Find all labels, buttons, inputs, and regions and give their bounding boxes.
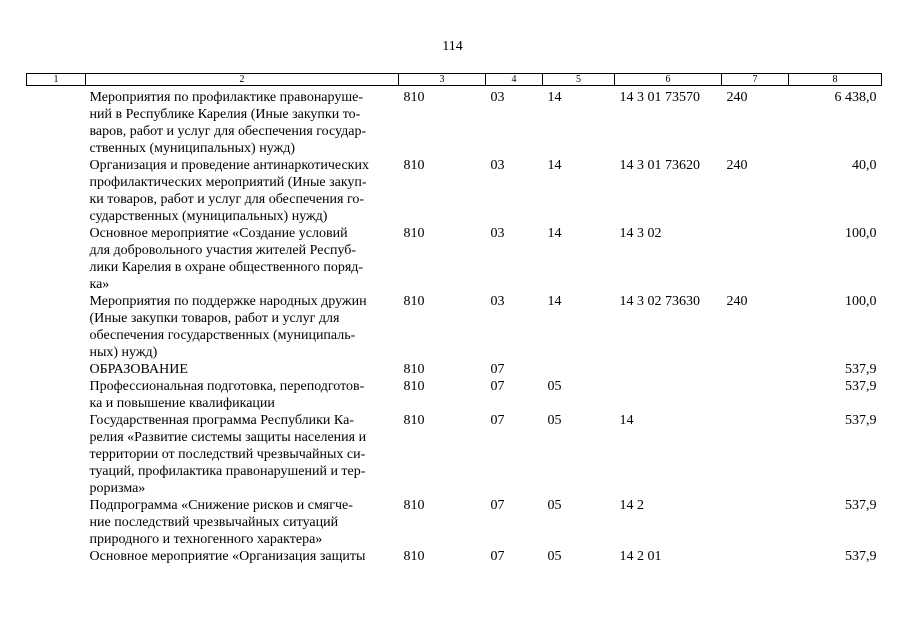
row-index-cell <box>27 361 86 378</box>
page-number: 114 <box>442 39 463 54</box>
expense-type-cell <box>722 412 789 497</box>
column-header: 6 <box>615 74 722 86</box>
amount-cell: 100,0 <box>845 226 877 241</box>
table-row <box>27 378 882 412</box>
item-name-cell: ОБРАЗОВАНИЕ <box>89 362 188 377</box>
target-article-cell: 14 3 01 73620 <box>619 158 700 173</box>
table-row <box>27 225 882 293</box>
column-header: 8 <box>789 74 882 86</box>
item-name-cell: Организация и проведение антинаркотических профилактических мероприятий (Иные закуп- ки товаров, работ и услуг для обеспечения го- сударственных (муниципальных) нужд) <box>89 158 369 224</box>
amount-cell: 537,9 <box>845 413 877 428</box>
expense-type-cell: 240 <box>726 90 748 105</box>
expense-type-cell: 240 <box>726 294 748 309</box>
table-row <box>27 86 882 158</box>
section-code-cell: 07 <box>490 413 505 428</box>
item-name-cell: Профессиональная подготовка, переподготов- ка и повышение квалификации <box>89 379 365 411</box>
item-name-cell: Основное мероприятие «Организация защиты <box>89 549 366 564</box>
subsection-code-cell: 05 <box>547 413 562 428</box>
expense-type-cell: 240 <box>726 158 748 173</box>
expense-type-cell <box>722 378 789 412</box>
amount-cell: 40,0 <box>852 158 877 173</box>
expense-type-cell <box>722 497 789 548</box>
expense-type-cell <box>722 225 789 293</box>
item-name-cell: Мероприятия по поддержке народных дружин (Иные закупки товаров, работ и услуг для обеспечения государственных (муниципаль- ных) нужд) <box>89 294 367 360</box>
target-article-cell <box>615 361 722 378</box>
subsection-code-cell: 05 <box>547 498 562 513</box>
ministry-code-cell: 810 <box>403 90 425 105</box>
ministry-code-cell: 810 <box>403 379 425 394</box>
amount-cell: 537,9 <box>845 362 877 377</box>
amount-cell: 100,0 <box>845 294 877 309</box>
expense-type-cell <box>722 361 789 378</box>
row-index-cell <box>27 497 86 548</box>
row-index-cell <box>27 86 86 158</box>
section-code-cell: 03 <box>490 226 505 241</box>
target-article-cell: 14 2 01 <box>619 549 662 564</box>
subsection-code-cell: 14 <box>547 226 562 241</box>
table-row <box>27 412 882 497</box>
column-header: 3 <box>399 74 486 86</box>
ministry-code-cell: 810 <box>403 294 425 309</box>
subsection-code-cell: 05 <box>547 379 562 394</box>
item-name-cell: Мероприятия по профилактике правонаруше- ний в Республике Карелия (Иные закупки то- варов, работ и услуг для обеспечения государ- ственных (муниципальных) нужд) <box>89 90 367 156</box>
section-code-cell: 07 <box>490 549 505 564</box>
item-name-cell: Подпрограмма «Снижение рисков и смягче- ние последствий чрезвычайных ситуаций природного и техногенного характера» <box>89 498 353 547</box>
target-article-cell <box>615 378 722 412</box>
expense-type-cell <box>722 548 789 565</box>
subsection-code-cell: 14 <box>547 294 562 309</box>
subsection-code-cell: 14 <box>547 158 562 173</box>
ministry-code-cell: 810 <box>403 498 425 513</box>
row-index-cell <box>27 157 86 225</box>
target-article-cell: 14 3 02 73630 <box>619 294 700 309</box>
row-index-cell <box>27 225 86 293</box>
ministry-code-cell: 810 <box>403 549 425 564</box>
target-article-cell: 14 <box>619 413 634 428</box>
target-article-cell: 14 2 <box>619 498 644 513</box>
column-header: 5 <box>543 74 615 86</box>
column-header: 1 <box>27 74 86 86</box>
section-code-cell: 07 <box>490 498 505 513</box>
section-code-cell: 03 <box>490 90 505 105</box>
column-number-header-row <box>27 74 882 86</box>
section-code-cell: 07 <box>490 362 505 377</box>
target-article-cell: 14 3 02 <box>619 226 662 241</box>
target-article-cell: 14 3 01 73570 <box>619 90 700 105</box>
table-row <box>27 497 882 548</box>
table-row <box>27 361 882 378</box>
column-header: 4 <box>486 74 543 86</box>
row-index-cell <box>27 548 86 565</box>
column-header: 7 <box>722 74 789 86</box>
table-row <box>27 548 882 565</box>
column-header: 2 <box>86 74 399 86</box>
section-code-cell: 07 <box>490 379 505 394</box>
subsection-code-cell <box>543 361 615 378</box>
ministry-code-cell: 810 <box>403 362 425 377</box>
amount-cell: 537,9 <box>845 498 877 513</box>
budget-table <box>26 73 882 565</box>
ministry-code-cell: 810 <box>403 158 425 173</box>
table-row <box>27 293 882 361</box>
ministry-code-cell: 810 <box>403 413 425 428</box>
ministry-code-cell: 810 <box>403 226 425 241</box>
amount-cell: 537,9 <box>845 549 877 564</box>
table-body <box>27 86 882 566</box>
amount-cell: 537,9 <box>845 379 877 394</box>
item-name-cell: Основное мероприятие «Создание условий для добровольного участия жителей Респуб- лики Карелия в охране общественного поряд- ка» <box>89 226 364 292</box>
row-index-cell <box>27 412 86 497</box>
item-name-cell: Государственная программа Республики Ка- релия «Развитие системы защиты населения и территории от последствий чрезвычайных си- туаций, профилактика правонарушений и тер- роризма» <box>89 413 367 496</box>
row-index-cell <box>27 293 86 361</box>
section-code-cell: 03 <box>490 158 505 173</box>
subsection-code-cell: 14 <box>547 90 562 105</box>
row-index-cell <box>27 378 86 412</box>
amount-cell: 6 438,0 <box>834 90 877 105</box>
subsection-code-cell: 05 <box>547 549 562 564</box>
table-row <box>27 157 882 225</box>
section-code-cell: 03 <box>490 294 505 309</box>
